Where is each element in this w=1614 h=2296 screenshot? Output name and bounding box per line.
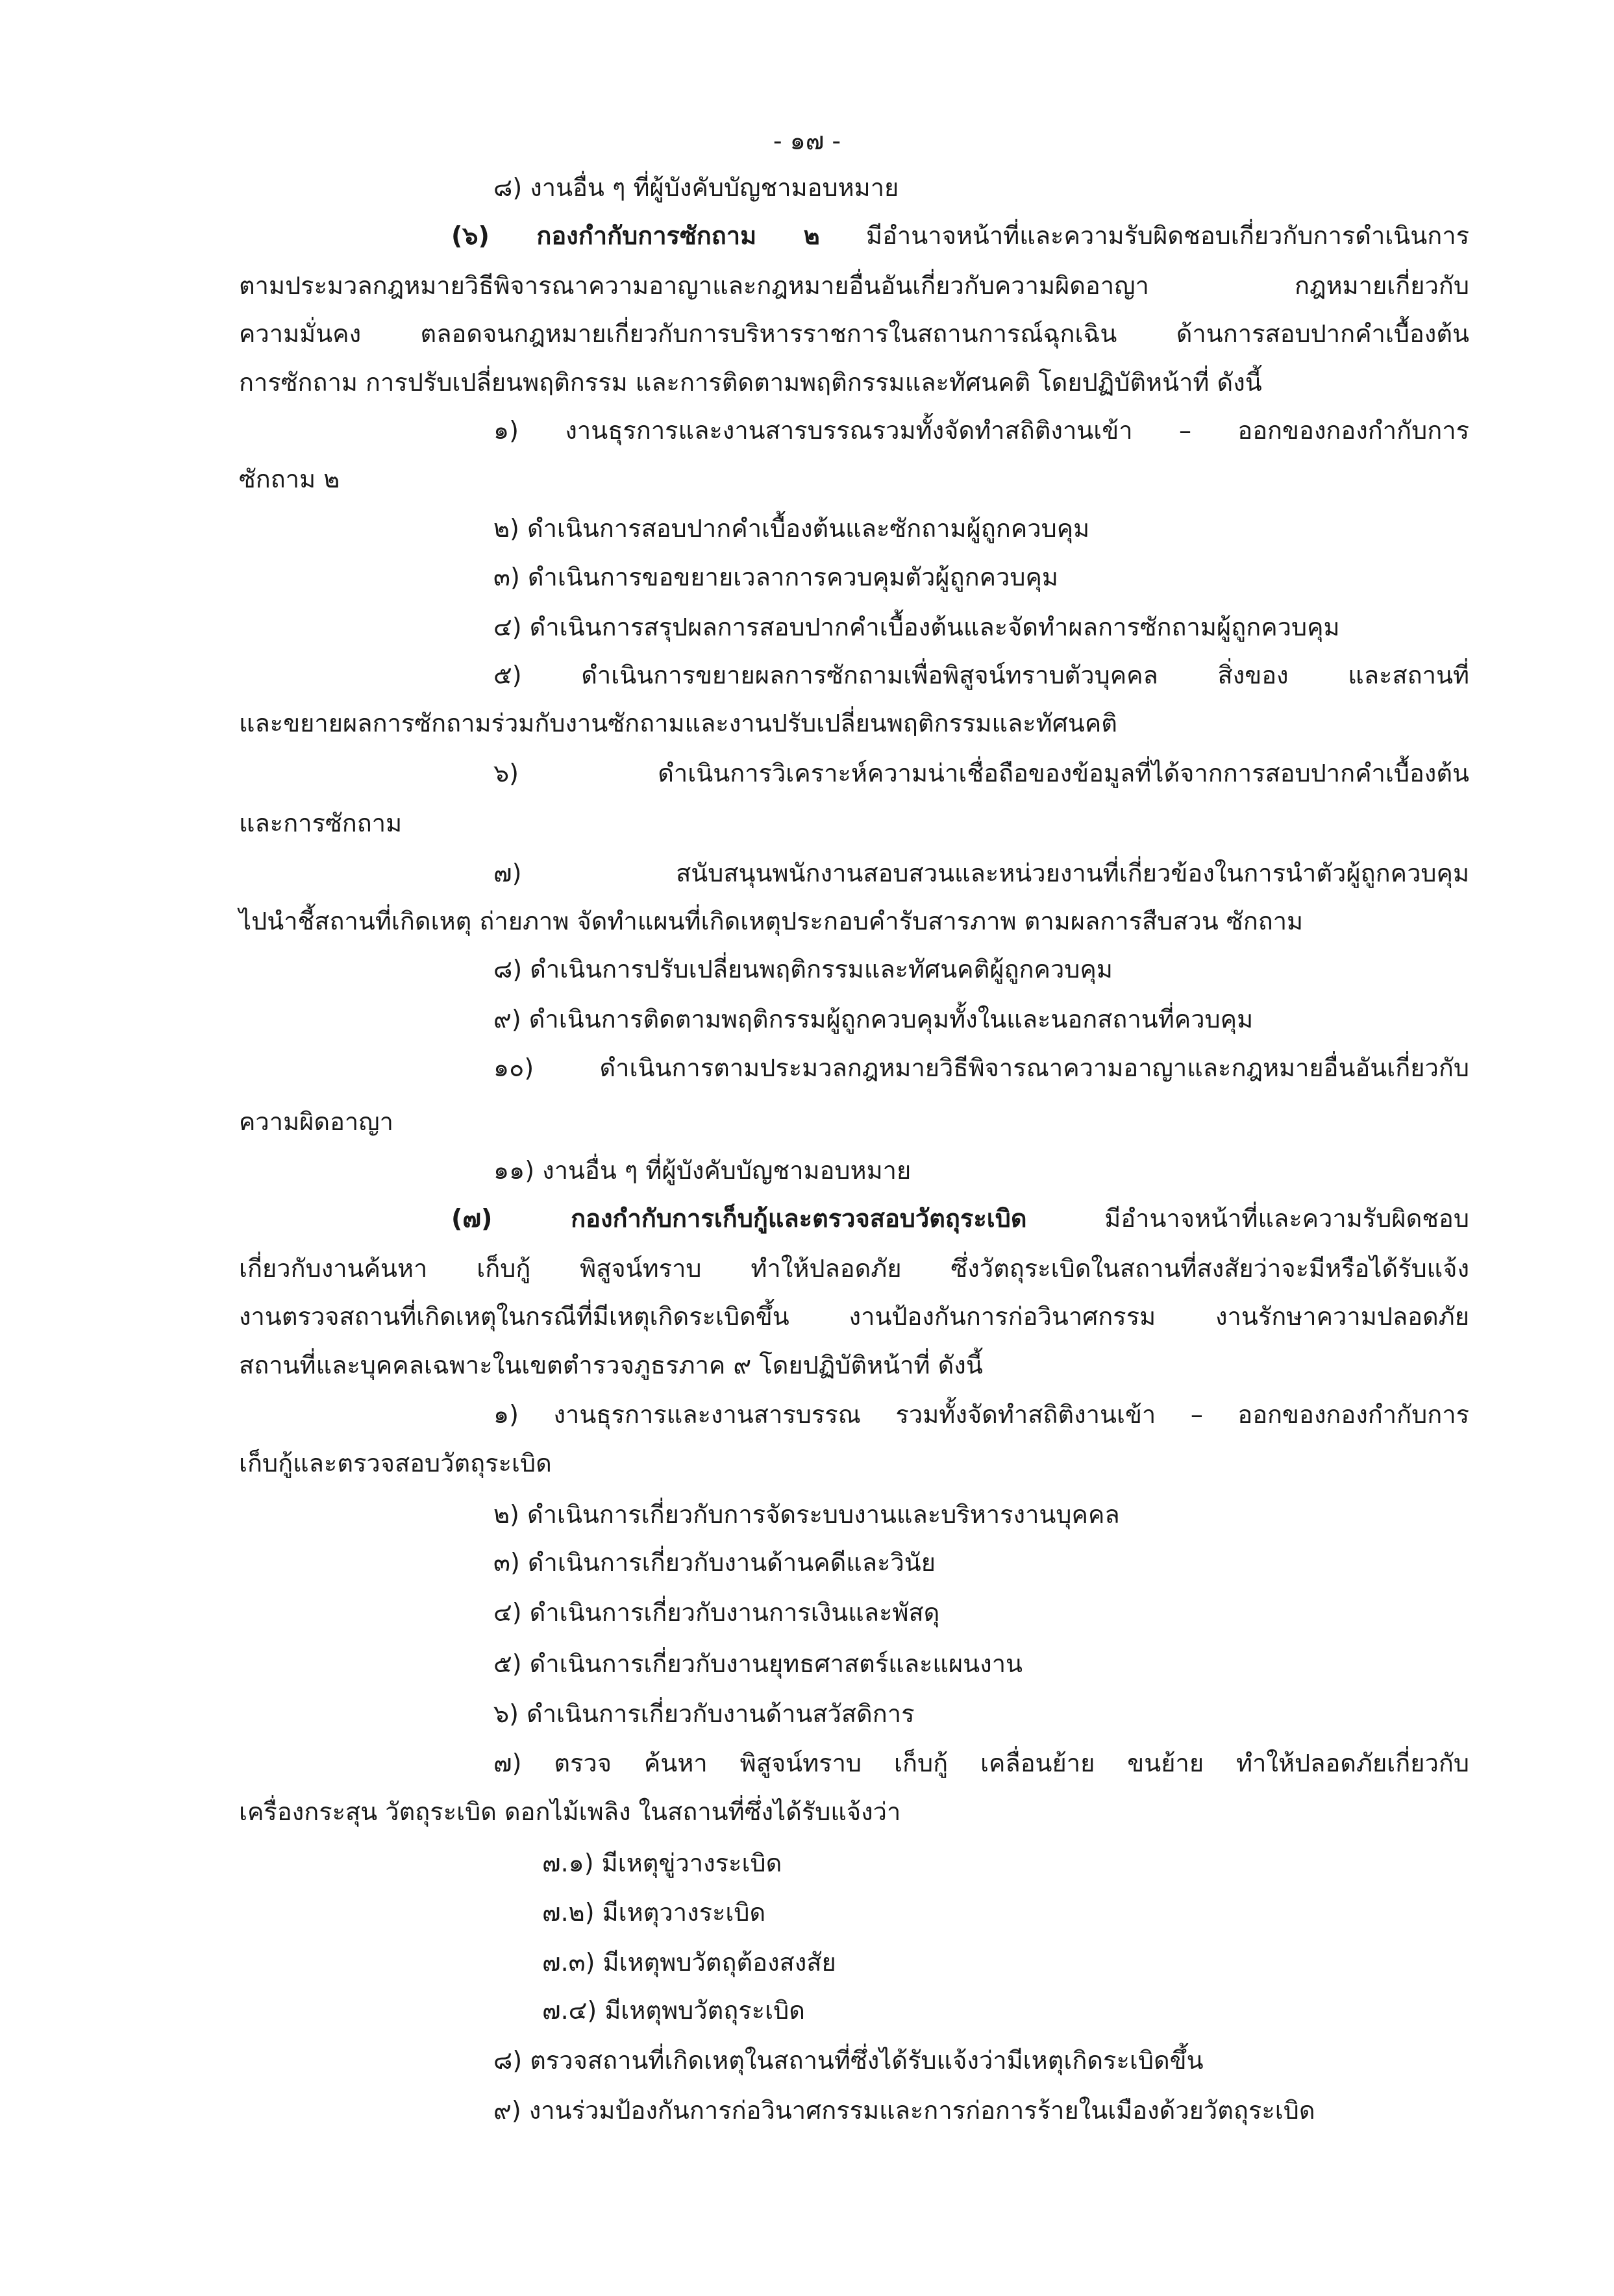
- line-text: ๔) ดำเนินการเกี่ยวกับงานการเงินและพัสดุ: [493, 1598, 940, 1627]
- line-text: ๗.๒) มีเหตุวางระเบิด: [542, 1898, 766, 1927]
- line-text: ๘) ดำเนินการปรับเปลี่ยนพฤติกรรมและทัศนคติผู้ถูกควบคุม: [493, 955, 1113, 983]
- line-text: ๒) ดำเนินการเกี่ยวกับการจัดระบบงานและบริหารงานบุคคล: [493, 1500, 1120, 1529]
- text-line: [542, 1894, 1469, 1931]
- text-line: [493, 1496, 1469, 1533]
- text-line: [239, 1445, 1469, 1481]
- line-text: ๑) งานธุรการและงานสารบรรณรวมทั้งจัดทำสถิติงานเข้า – ออกของกองกำกับการ: [493, 416, 1469, 445]
- line-text: และการซักถาม: [239, 809, 403, 837]
- text-line: [493, 1001, 1469, 1037]
- text-line: [493, 609, 1469, 645]
- section-heading-line: [451, 1200, 1469, 1237]
- line-text: งานตรวจสถานที่เกิดเหตุในกรณีที่มีเหตุเกิดระเบิดขึ้น งานป้องกันการก่อวินาศกรรม งานรักษาความปลอดภัย: [239, 1302, 1469, 1331]
- text-line: [493, 510, 1469, 547]
- line-text: สถานที่และบุคคลเฉพาะในเขตตำรวจภูธรภาค ๙ โดยปฏิบัติหน้าที่ ดังนี้: [239, 1351, 983, 1379]
- text-line: [493, 1152, 1469, 1189]
- line-text: ๗.๓) มีเหตุพบวัตถุต้องสงสัย: [542, 1948, 836, 1977]
- line-text: การซักถาม การปรับเปลี่ยนพฤติกรรม และการติดตามพฤติกรรมและทัศนคติ โดยปฏิบัติหน้าที่ ดังนี้: [239, 368, 1262, 397]
- line-text: ซักถาม ๒: [239, 465, 340, 493]
- line-text: เก็บกู้และตรวจสอบวัตถุระเบิด: [239, 1449, 552, 1477]
- line-text: ๖) ดำเนินการเกี่ยวกับงานด้านสวัสดิการ: [493, 1699, 915, 1728]
- text-line: [239, 461, 1469, 497]
- text-line: [542, 1992, 1469, 2029]
- section-title: (๗) กองกำกับการเก็บกู้และตรวจสอบวัตถุระเบิด: [451, 1204, 1027, 1233]
- line-text: ๖) ดำเนินการวิเคราะห์ความน่าเชื่อถือของข้อมูลที่ได้จากการสอบปากคำเบื้องต้น: [493, 759, 1469, 787]
- text-line: [493, 412, 1469, 449]
- line-text: ความผิดอาญา: [239, 1107, 393, 1136]
- text-line: [493, 1594, 1469, 1631]
- text-line: [493, 1696, 1469, 1732]
- line-text: ตามประมวลกฎหมายวิธีพิจารณาความอาญาและกฎหมายอื่นอันเกี่ยวกับความผิดอาญา กฎหมายเกี่ยวกับ: [239, 271, 1469, 300]
- text-line: [493, 169, 1469, 206]
- line-text: ๔) ดำเนินการสรุปผลการสอบปากคำเบื้องต้นและจัดทำผลการซักถามผู้ถูกควบคุม: [493, 613, 1340, 641]
- line-text: และขยายผลการซักถามร่วมกับงานซักถามและงานปรับเปลี่ยนพฤติกรรมและทัศนคติ: [239, 709, 1117, 737]
- line-text: ๗.๔) มีเหตุพบวัตถุระเบิด: [542, 1996, 805, 2025]
- text-line: [239, 315, 1469, 352]
- line-text: เกี่ยวกับงานค้นหา เก็บกู้ พิสูจน์ทราบ ทำให้ปลอดภัย ซึ่งวัตถุระเบิดในสถานที่สงสัยว่าจะมีหรือได้รับแจ้ง: [239, 1254, 1469, 1283]
- page-number: - ๑๗ -: [773, 127, 841, 155]
- text-line: [493, 2092, 1469, 2129]
- line-text: มีอำนาจหน้าที่และความรับผิดชอบ: [1026, 1204, 1469, 1233]
- line-text: ๗) ตรวจ ค้นหา พิสูจน์ทราบ เก็บกู้ เคลื่อนย้าย ขนย้าย ทำให้ปลอดภัยเกี่ยวกับ: [493, 1749, 1469, 1777]
- text-line: [493, 2042, 1469, 2079]
- text-line: [239, 1794, 1469, 1830]
- text-line: [493, 1050, 1469, 1086]
- line-text: ๗) สนับสนุนพนักงานสอบสวนและหน่วยงานที่เกี่ยวข้องในการนำตัวผู้ถูกควบคุม: [493, 859, 1469, 887]
- line-text: ๑) งานธุรการและงานสารบรรณ รวมทั้งจัดทำสถิติงานเข้า – ออกของกองกำกับการ: [493, 1400, 1469, 1429]
- line-text: ๕) ดำเนินการเกี่ยวกับงานยุทธศาสตร์และแผนงาน: [493, 1649, 1023, 1678]
- line-text: ๘) งานอื่น ๆ ที่ผู้บังคับบัญชามอบหมาย: [493, 173, 899, 202]
- text-line: [239, 1347, 1469, 1383]
- line-text: ๙) ดำเนินการติดตามพฤติกรรมผู้ถูกควบคุมทั้งในและนอกสถานที่ควบคุม: [493, 1005, 1254, 1033]
- line-text: ๘) ตรวจสถานที่เกิดเหตุในสถานที่ซึ่งได้รับแจ้งว่ามีเหตุเกิดระเบิดขึ้น: [493, 2046, 1204, 2075]
- line-text: ๒) ดำเนินการสอบปากคำเบื้องต้นและซักถามผู้ถูกควบคุม: [493, 514, 1090, 543]
- text-line: [493, 1396, 1469, 1433]
- text-line: [239, 705, 1469, 741]
- text-line: [239, 1104, 1469, 1140]
- text-line: [239, 903, 1469, 939]
- line-text: มีอำนาจหน้าที่และความรับผิดชอบเกี่ยวกับการดำเนินการ: [819, 221, 1469, 250]
- text-line: [542, 1845, 1469, 1881]
- section-heading-line: [451, 217, 1469, 254]
- text-line: [493, 855, 1469, 891]
- text-line: [493, 951, 1469, 987]
- line-text: เครื่องกระสุน วัตถุระเบิด ดอกไม้เพลิง ในสถานที่ซึ่งได้รับแจ้งว่า: [239, 1797, 901, 1826]
- line-text: ๓) ดำเนินการขอขยายเวลาการควบคุมตัวผู้ถูกควบคุม: [493, 563, 1058, 591]
- line-text: ๓) ดำเนินการเกี่ยวกับงานด้านคดีและวินัย: [493, 1548, 936, 1577]
- text-line: [493, 657, 1469, 693]
- text-line: [493, 1646, 1469, 1682]
- text-line: [239, 267, 1469, 304]
- text-line: [542, 1944, 1469, 1981]
- line-text: ๑๐) ดำเนินการตามประมวลกฎหมายวิธีพิจารณาความอาญาและกฎหมายอื่นอันเกี่ยวกับ: [493, 1054, 1469, 1082]
- line-text: ไปนำชี้สถานที่เกิดเหตุ ถ่ายภาพ จัดทำแผนที่เกิดเหตุประกอบคำรับสารภาพ ตามผลการสืบสวน ซักถาม: [239, 907, 1304, 935]
- section-title: (๖) กองกำกับการซักถาม ๒: [451, 221, 820, 250]
- line-text: ๗.๑) มีเหตุขู่วางระเบิด: [542, 1849, 782, 1877]
- text-line: [239, 1298, 1469, 1335]
- line-text: ความมั่นคง ตลอดจนกฎหมายเกี่ยวกับการบริหารราชการในสถานการณ์ฉุกเฉิน ด้านการสอบปากคำเบื้องต้น: [239, 319, 1469, 348]
- text-line: [239, 1250, 1469, 1287]
- text-line: [493, 1745, 1469, 1781]
- text-line: [493, 559, 1469, 595]
- text-line: [239, 364, 1469, 401]
- text-line: [493, 755, 1469, 791]
- line-text: ๕) ดำเนินการขยายผลการซักถามเพื่อพิสูจน์ทราบตัวบุคคล สิ่งของ และสถานที่: [493, 661, 1469, 689]
- text-line: [493, 1544, 1469, 1581]
- line-text: ๑๑) งานอื่น ๆ ที่ผู้บังคับบัญชามอบหมาย: [493, 1156, 912, 1185]
- text-line: [239, 805, 1469, 841]
- line-text: ๙) งานร่วมป้องกันการก่อวินาศกรรมและการก่อการร้ายในเมืองด้วยวัตถุระเบิด: [493, 2096, 1315, 2125]
